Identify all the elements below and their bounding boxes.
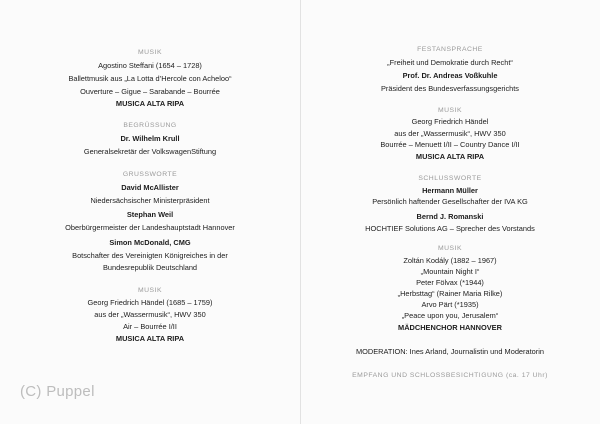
section-heading: BEGRÜSSUNG bbox=[123, 122, 177, 129]
speaker-title: Botschafter des Vereinigten Königreiches in der bbox=[72, 251, 228, 260]
movements: Bourrée – Menuett I/II – Country Dance I/II bbox=[380, 140, 520, 149]
section-heading: SCHLUSSWORTE bbox=[418, 175, 482, 182]
composer: Georg Friedrich Händel (1685 – 1759) bbox=[87, 298, 213, 307]
section-heading: MUSIK bbox=[137, 49, 163, 56]
copyright-watermark: (C) Puppel bbox=[20, 383, 95, 400]
work: aus der „Wassermusik“, HWV 350 bbox=[394, 129, 506, 138]
speaker-title-cont: Bundesrepublik Deutschland bbox=[102, 263, 198, 272]
speaker-name: Stephan Weil bbox=[126, 210, 174, 219]
moderation-line: MODERATION: Ines Arland, Journalistin und Moderatorin bbox=[356, 347, 544, 356]
ensemble: MÄDCHENCHOR HANNOVER bbox=[398, 323, 502, 332]
section-heading: GRUSSWORTE bbox=[122, 171, 178, 178]
section-heading: FESTANSPRACHE bbox=[417, 46, 483, 53]
section-heading: MUSIK bbox=[137, 287, 163, 294]
composer: Georg Friedrich Händel bbox=[411, 117, 489, 126]
work: „Mountain Night I“ bbox=[420, 267, 480, 276]
speaker-name: Hermann Müller bbox=[422, 186, 478, 195]
speech-title: „Freiheit und Demokratie durch Recht“ bbox=[387, 58, 513, 67]
speaker-title: HOCHTIEF Solutions AG – Sprecher des Vorstands bbox=[365, 224, 535, 233]
section-heading: MUSIK bbox=[437, 107, 463, 114]
ensemble: MUSICA ALTA RIPA bbox=[415, 152, 485, 161]
reception-line: EMPFANG UND SCHLOSSBESICHTIGUNG (ca. 17 Uhr) bbox=[352, 372, 548, 379]
speaker-name: Simon McDonald, CMG bbox=[109, 238, 191, 247]
speaker-title: Niedersächsischer Ministerpräsident bbox=[90, 196, 210, 205]
ensemble: MUSICA ALTA RIPA bbox=[115, 99, 185, 108]
speaker-name: Bernd J. Romanski bbox=[416, 212, 484, 221]
work: aus der „Wassermusik“, HWV 350 bbox=[94, 310, 206, 319]
speaker-title: Persönlich haftender Gesellschafter der IVA KG bbox=[372, 197, 528, 206]
composer: Agostino Steffani (1654 – 1728) bbox=[98, 61, 202, 70]
ensemble: MUSICA ALTA RIPA bbox=[115, 334, 185, 343]
speaker-name: David McAllister bbox=[121, 183, 179, 192]
work: Ballettmusik aus „La Lotta d’Hercole con Acheloo“ bbox=[68, 74, 232, 83]
speaker-title: Präsident des Bundesverfassungsgerichts bbox=[380, 84, 520, 93]
speaker-name: Prof. Dr. Andreas Voßkuhle bbox=[402, 71, 498, 80]
speaker-name: Dr. Wilhelm Krull bbox=[120, 134, 180, 143]
speaker-title: Oberbürgermeister der Landeshauptstadt Hannover bbox=[65, 223, 235, 232]
movements: Air – Bourrée I/II bbox=[123, 322, 177, 331]
section-heading: MUSIK bbox=[437, 245, 463, 252]
right-page bbox=[300, 0, 600, 424]
work: „Peace upon you, Jerusalem“ bbox=[401, 311, 499, 320]
speaker-title: Generalsekretär der VolkswagenStiftung bbox=[83, 147, 217, 156]
composer: Arvo Pärt (*1935) bbox=[421, 300, 479, 309]
composer: Zoltán Kodály (1882 – 1967) bbox=[403, 256, 497, 265]
composer: Peter Fölvax (*1944) bbox=[416, 278, 484, 287]
work: „Herbsttag“ (Rainer Maria Rilke) bbox=[397, 289, 503, 298]
movements: Ouverture – Gigue – Sarabande – Bourrée bbox=[80, 87, 220, 96]
